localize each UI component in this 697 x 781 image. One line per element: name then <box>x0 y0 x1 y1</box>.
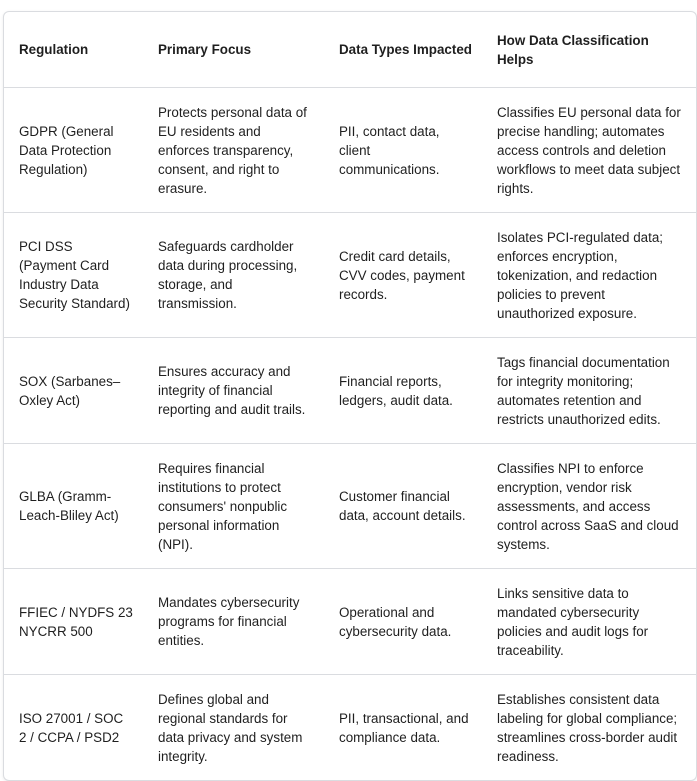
cell-classification-helps: Isolates PCI-regulated data; enforces encryption, tokenization, and redaction policies to prevent unauthorized exposure. <box>482 213 696 338</box>
table-row <box>4 338 696 444</box>
cell-classification-helps: Tags financial documentation for integrity monitoring; automates retention and restricts unauthorized edits. <box>482 338 696 444</box>
cell-regulation: PCI DSS (Payment Card Industry Data Security Standard) <box>4 213 143 338</box>
table-row <box>4 444 696 569</box>
cell-data-types: Operational and cybersecurity data. <box>324 569 482 675</box>
cell-classification-helps: Establishes consistent data labeling for global compliance; streamlines cross-border audit readiness. <box>482 675 696 781</box>
cell-primary-focus: Protects personal data of EU residents and enforces transparency, consent, and right to erasure. <box>143 88 324 213</box>
cell-primary-focus: Ensures accuracy and integrity of financial reporting and audit trails. <box>143 338 324 444</box>
cell-data-types: PII, contact data, client communications. <box>324 88 482 213</box>
cell-regulation: GDPR (General Data Protection Regulation) <box>4 88 143 213</box>
table-row <box>4 88 696 213</box>
cell-classification-helps: Classifies NPI to enforce encryption, vendor risk assessments, and access control across SaaS and cloud systems. <box>482 444 696 569</box>
table-header-row <box>4 12 696 88</box>
cell-regulation: GLBA (Gramm-Leach-Bliley Act) <box>4 444 143 569</box>
cell-classification-helps: Links sensitive data to mandated cybersecurity policies and audit logs for traceability. <box>482 569 696 675</box>
cell-regulation: SOX (Sarbanes–Oxley Act) <box>4 338 143 444</box>
header-how-classification-helps: How Data Classification Helps <box>497 32 649 67</box>
regulations-table <box>4 12 696 780</box>
cell-regulation: FFIEC / NYDFS 23 NYCRR 500 <box>4 569 143 675</box>
header-primary-focus: Primary Focus <box>158 42 252 57</box>
table-row <box>4 569 696 675</box>
cell-data-types: PII, transactional, and compliance data. <box>324 675 482 781</box>
header-regulation: Regulation <box>19 42 89 57</box>
cell-data-types: Financial reports, ledgers, audit data. <box>324 338 482 444</box>
header-data-types: Data Types Impacted <box>339 42 472 57</box>
cell-primary-focus: Defines global and regional standards for data privacy and system integrity. <box>143 675 324 781</box>
cell-regulation: ISO 27001 / SOC 2 / CCPA / PSD2 <box>4 675 143 781</box>
table-row <box>4 675 696 781</box>
cell-classification-helps: Classifies EU personal data for precise handling; automates access controls and deletion workflows to meet data subject rights. <box>482 88 696 213</box>
cell-primary-focus: Requires financial institutions to protect consumers' nonpublic personal information (NPI). <box>143 444 324 569</box>
cell-primary-focus: Mandates cybersecurity programs for financial entities. <box>143 569 324 675</box>
regulations-table-container <box>3 11 697 781</box>
cell-data-types: Credit card details, CVV codes, payment records. <box>324 213 482 338</box>
cell-primary-focus: Safeguards cardholder data during processing, storage, and transmission. <box>143 213 324 338</box>
table-row <box>4 213 696 338</box>
cell-data-types: Customer financial data, account details. <box>324 444 482 569</box>
